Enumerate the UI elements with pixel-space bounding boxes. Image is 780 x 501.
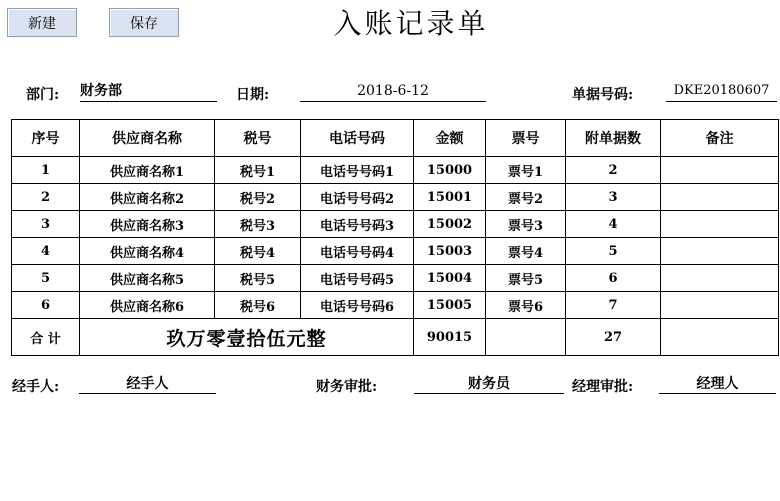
total-attachments: 27 [566, 319, 661, 356]
table-cell[interactable]: 票号4 [486, 238, 566, 265]
table-cell[interactable]: 税号3 [215, 211, 301, 238]
finance-approval-label: 财务审批: [316, 379, 378, 395]
table-cell[interactable]: 15002 [414, 211, 486, 238]
table-cell[interactable]: 税号6 [215, 292, 301, 319]
table-cell[interactable]: 3 [566, 184, 661, 211]
table-cell[interactable]: 15005 [414, 292, 486, 319]
doc-no-label: 单据号码: [572, 87, 634, 103]
doc-no-field[interactable]: DKE20180607 [666, 80, 777, 102]
amount-in-words: 玖万零壹拾伍元整 [80, 319, 414, 356]
table-cell[interactable]: 3 [12, 211, 80, 238]
table-cell[interactable]: 5 [566, 238, 661, 265]
save-button[interactable]: 保存 [109, 8, 179, 37]
total-row [12, 319, 779, 356]
table-cell[interactable]: 2 [12, 184, 80, 211]
col-header: 序号 [12, 120, 80, 157]
table-row [12, 292, 779, 319]
table-cell[interactable]: 电话号号码6 [301, 292, 414, 319]
new-button[interactable]: 新建 [7, 8, 77, 37]
table-cell[interactable]: 6 [566, 265, 661, 292]
table-cell[interactable]: 15001 [414, 184, 486, 211]
col-header: 附单据数 [566, 120, 661, 157]
table-cell[interactable] [661, 184, 779, 211]
table-cell[interactable]: 供应商名称1 [80, 157, 215, 184]
table-cell[interactable]: 税号4 [215, 238, 301, 265]
table-cell[interactable]: 票号6 [486, 292, 566, 319]
table-cell[interactable]: 电话号号码1 [301, 157, 414, 184]
records-table [11, 119, 779, 356]
table-cell[interactable] [661, 265, 779, 292]
col-header: 电话号码 [301, 120, 414, 157]
table-cell[interactable] [661, 211, 779, 238]
dept-label: 部门: [26, 87, 60, 103]
table-row [12, 184, 779, 211]
table-cell[interactable]: 电话号号码5 [301, 265, 414, 292]
table-row [12, 157, 779, 184]
table-header-row [12, 120, 779, 157]
table-row [12, 211, 779, 238]
table-cell[interactable]: 5 [12, 265, 80, 292]
col-header: 税号 [215, 120, 301, 157]
table-cell[interactable]: 票号5 [486, 265, 566, 292]
table-cell[interactable]: 票号3 [486, 211, 566, 238]
col-header: 备注 [661, 120, 779, 157]
total-label: 合 计 [12, 319, 80, 356]
table-cell[interactable]: 15004 [414, 265, 486, 292]
table-cell[interactable]: 4 [12, 238, 80, 265]
table-cell[interactable]: 1 [12, 157, 80, 184]
table-cell[interactable]: 2 [566, 157, 661, 184]
date-field[interactable]: 2018-6-12 [300, 80, 486, 102]
col-header: 票号 [486, 120, 566, 157]
handler-field[interactable]: 经手人 [79, 374, 216, 394]
total-amount: 90015 [414, 319, 486, 356]
table-cell[interactable] [661, 238, 779, 265]
col-header: 金额 [414, 120, 486, 157]
table-row [12, 265, 779, 292]
table-cell[interactable]: 供应商名称6 [80, 292, 215, 319]
table-cell[interactable]: 税号2 [215, 184, 301, 211]
table-cell[interactable]: 税号5 [215, 265, 301, 292]
table-cell[interactable]: 电话号号码4 [301, 238, 414, 265]
table-cell[interactable]: 供应商名称3 [80, 211, 215, 238]
table-cell[interactable]: 票号1 [486, 157, 566, 184]
table-cell[interactable]: 票号2 [486, 184, 566, 211]
table-cell[interactable] [661, 157, 779, 184]
table-cell[interactable]: 15000 [414, 157, 486, 184]
table-cell[interactable]: 4 [566, 211, 661, 238]
handler-label: 经手人: [12, 379, 60, 395]
table-cell[interactable]: 供应商名称4 [80, 238, 215, 265]
table-cell[interactable]: 电话号号码2 [301, 184, 414, 211]
table-cell[interactable]: 税号1 [215, 157, 301, 184]
table-cell[interactable]: 15003 [414, 238, 486, 265]
manager-approval-field[interactable]: 经理人 [659, 374, 776, 394]
table-cell[interactable]: 供应商名称5 [80, 265, 215, 292]
table-cell[interactable]: 电话号号码3 [301, 211, 414, 238]
total-empty-cell [486, 319, 566, 356]
table-cell[interactable]: 7 [566, 292, 661, 319]
table-cell[interactable] [661, 292, 779, 319]
manager-approval-label: 经理审批: [572, 379, 634, 395]
total-empty-cell [661, 319, 779, 356]
date-label: 日期: [236, 87, 270, 103]
col-header: 供应商名称 [80, 120, 215, 157]
table-row [12, 238, 779, 265]
page-title: 入账记录单 [333, 7, 489, 40]
finance-approval-field[interactable]: 财务员 [414, 374, 564, 394]
table-cell[interactable]: 6 [12, 292, 80, 319]
table-cell[interactable]: 供应商名称2 [80, 184, 215, 211]
dept-field[interactable]: 财务部 [80, 80, 217, 102]
